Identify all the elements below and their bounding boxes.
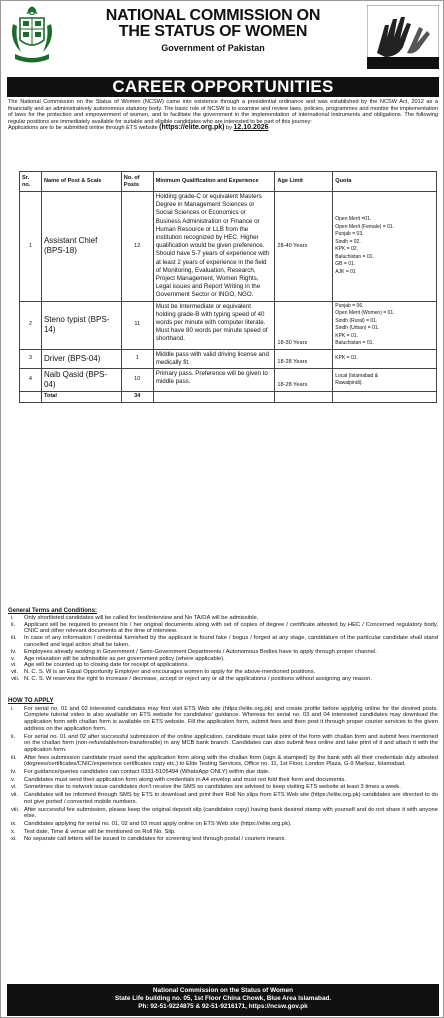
quota-cell: Punjab = 06. Open Merit (Women) = 01. Sindh (Rural) = 01. Sindh (Urban) = 01. KPK = 01. Baluchistan = 01. — [333, 301, 437, 349]
col-header-quota: Quota — [333, 172, 437, 192]
footer-address: State Life building no. 05, 1st Floor China Chowk, Blue Area Islamabad. — [114, 995, 332, 1002]
howto-list — [8, 706, 438, 843]
list-item: vii. Candidates will be informed through SMS by ETS to download and print their Roll No slips from ETS Web site (https://elite.org.pk) candidates are directed to do not give ported / converted mobile numbers. — [11, 792, 438, 805]
title-line-1: NATIONAL COMMISSION ON — [105, 7, 321, 24]
list-item: iii. After fees submission candidate must send the application form along with the challan form (sign & stamped) by the bank with all their credentials duly attested (degrees/certificates/CNIC/experience certificates copy etc.) to Elite Testing Services, Office no. 11, 1st Floor, London Plaza, G-9 Markaz, Islamabad. — [11, 754, 438, 768]
header — [1, 1, 444, 73]
list-item: i. Only shortlisted candidates will be called for test/interview and No TA/DA will be admissible. — [11, 614, 259, 621]
col-header-post: Name of Post & Scale — [41, 172, 121, 192]
table-row: 3 Driver (BPS-04) 1 Middle pass with valid driving license and medically fit. 18-28 Years KPK = 01. — [20, 349, 437, 368]
deadline-date: 12.10.2026 — [233, 124, 269, 132]
terms-list — [8, 615, 438, 683]
post-name: Driver (BPS-04) — [41, 349, 121, 368]
table-row: 4 Naib Qasid (BPS- 04) 10 Primary pass. Preference will be given to middle pass. 18-28 Years Local (Islamabad & Rawalpindi). — [20, 369, 437, 392]
col-header-age: Age Limit — [275, 172, 333, 192]
how-to-apply — [8, 698, 438, 843]
list-item: viii. N. C. S. W reserves the right to increase / decrease, accept or reject any or all the applications / positions without assigning any reason. — [11, 675, 372, 682]
howto-title: HOW TO APPLY — [8, 698, 54, 704]
organization-title — [61, 8, 365, 53]
quota-cell: Local (Islamabad & Rawalpindi). — [333, 369, 437, 392]
quota-cell: Open Merit =01. Open Merit (Female) = 01. Punjab = 03. Sindh = 02. KPK = 02. Baluchistan = 01. GB = 01. AJK = 01 — [333, 192, 437, 302]
list-item: i. For serial no. 01 and 02 interested candidates may first visit ETS Web site (https://elite.org.pk) and create profile before applying online for the desired posts. Complete tutorial video is also available on ETS website for candidates' guidance. Whereas for serial no. 03 and 04 interested candidates may download the application form with challan form is available on ETS website. Fill the application form, submit fees and then post it through proper courier services to the given address on the application form. — [11, 705, 438, 732]
table-row: 2 Steno typist (BPS-14) 11 Must be Intermediate or equivalent holding grade-B with typing speed of 40 words per minute with computer literate. Must have 80 words per minute speed of shorthand. 18-30 Years Punjab = 06. Open Merit (Women) = 01. Sindh (Rural) = 01. Sindh (Urban) = 01. KPK = 01. Baluchistan = 01. — [20, 301, 437, 349]
quota-cell: KPK = 01. — [333, 349, 437, 368]
col-header-qualification: Minimum Qualification and Experience — [153, 172, 275, 192]
list-item: iv. For guidance/queries candidates can contact 0331-5105494 (WhatsApp ONLY) within due date. — [11, 769, 270, 776]
col-header-sr: Sr. no. — [20, 172, 42, 192]
total-value: 34 — [121, 392, 153, 403]
list-item: ii. For serial no. 01 and 02 after successful submission of the online application, candidate must take print of the form with challan form and submit fees mentioned on the challan form (non-refundable/non-transferable) in any MCB bank branch. Candidates can also submit fees online and take print of it and attach it with the application form. — [11, 733, 438, 753]
intro-text — [8, 99, 438, 132]
table-total-row — [20, 392, 437, 403]
list-item: viii. After successful fee submission, please keep the original deposit slip (candidates copy) having bank desired stamp with yourself and do not share it with anyone else. — [11, 806, 438, 820]
post-name: Assistant Chief (BPS-18) — [41, 192, 121, 302]
list-item: v. Age relaxation will be admissible as per government policy (where applicable). — [11, 655, 225, 662]
list-item: vi. Age will be counted up to closing date for receipt of applications. — [11, 662, 189, 669]
list-item: ix. Candidates applying for serial no. 01, 02 and 03 must apply online on ETS Web site (https://elite.org.pk). — [11, 820, 292, 827]
col-header-posts: No. of Posts — [121, 172, 153, 192]
ets-website-link[interactable]: (https://elite.org.pk) — [159, 124, 225, 132]
list-item: iv. Employees already working in Government / Semi-Government Departments / Autonomous Bodies have to apply through proper channel. — [11, 648, 377, 655]
career-opportunities-banner: CAREER OPPORTUNITIES — [7, 77, 439, 97]
table-header-row — [20, 172, 437, 192]
footer-org-name: National Commission on the Status of Women — [152, 987, 294, 994]
table-row: 1 Assistant Chief (BPS-18) 12 Holding grade-C or equivalent Masters Degree in Management Sciences or Social Sciences or Economics or Business Administration or Finance or Human Resource or LLB from the institution recognized by HEC. Higher qualification would be given preference. Should have 5-7 years of experience with at least 2 years of experience in the field of Monitoring, Evaluation, Research, Project Management, Women Rights, Legal issues and Report Writing in the Government Sector or INGO, NGO. 28-40 Years Open Merit =01. Open Merit (Female) = 01. Punjab = 03. Sindh = 02. KPK = 02. Baluchistan = 01. GB = 01. AJK = 01 — [20, 192, 437, 302]
intro-paragraph: The National Commission on the Status of Women (NCSW) came into existence through a presidential ordinance and was established by the NCSW Act, 2012 as a financially and an administratively autonomous statutory body. The basic role of NCSW is to examine and review laws, policies, programmes and monitor the implementation of laws for the protection and empowerment of women, and to facilitate the government in the implementation of international instruments and obligations. The following regular positions are immediately available for suitable and eligible candidates who are interested to be part of this journey: — [8, 99, 438, 125]
terms-title: General Terms and Conditions: — [8, 608, 97, 614]
ncsw-logo-icon — [367, 5, 439, 69]
list-item: ii. Applicant will be required to present his / her original documents along with set of copies of degree / certificate attested by HEC / Concerned regulatory body, CNIC and other relevant documents at the time of interview. — [11, 621, 438, 635]
footer-phone-website: Ph: 92-51-9224875 & 92-51-9216171, https://ncsw.gov.pk — [138, 1003, 308, 1010]
list-item: vii. N. C. S. W is an Equal Opportunity Employer and encourages women to apply for the above-mentioned positions. — [11, 669, 316, 676]
post-name: Naib Qasid (BPS- 04) — [41, 369, 121, 392]
list-item: vi. Sometimes due to network issue candidates don't receive the SMS so candidates are advised to keep visiting ETS website at least 3 times a week. — [11, 784, 401, 791]
list-item: iii. In case of any information / credential furnished by the applicant is found fake / bogus / forged at any stage, candidature of the particular candidate shall stand cancelled and legal action shall be taken. — [11, 635, 438, 648]
title-line-2: THE STATUS OF WOMEN — [118, 23, 308, 40]
government-subtitle: Government of Pakistan — [161, 43, 265, 53]
total-label: Total — [41, 392, 121, 403]
positions-table — [19, 171, 437, 403]
list-item: x. Test date, Time & venue will be mentioned on Roll No. Slip. — [11, 828, 176, 835]
application-deadline: Applications are to be submitted online through ETS website (https://elite.org.pk) by 12.10.2026 — [8, 124, 269, 132]
list-item: xi. No separate call letters will be issued to candidates for screening test through postal / couriers means. — [11, 836, 286, 843]
general-terms — [8, 608, 438, 683]
list-item: v. Candidates must send their application form along with credentials in A4 envelop and must not fold their form and documents. — [11, 776, 346, 783]
footer-contact — [7, 984, 439, 1016]
state-emblem-icon — [7, 4, 57, 66]
post-name: Steno typist (BPS-14) — [41, 301, 121, 349]
